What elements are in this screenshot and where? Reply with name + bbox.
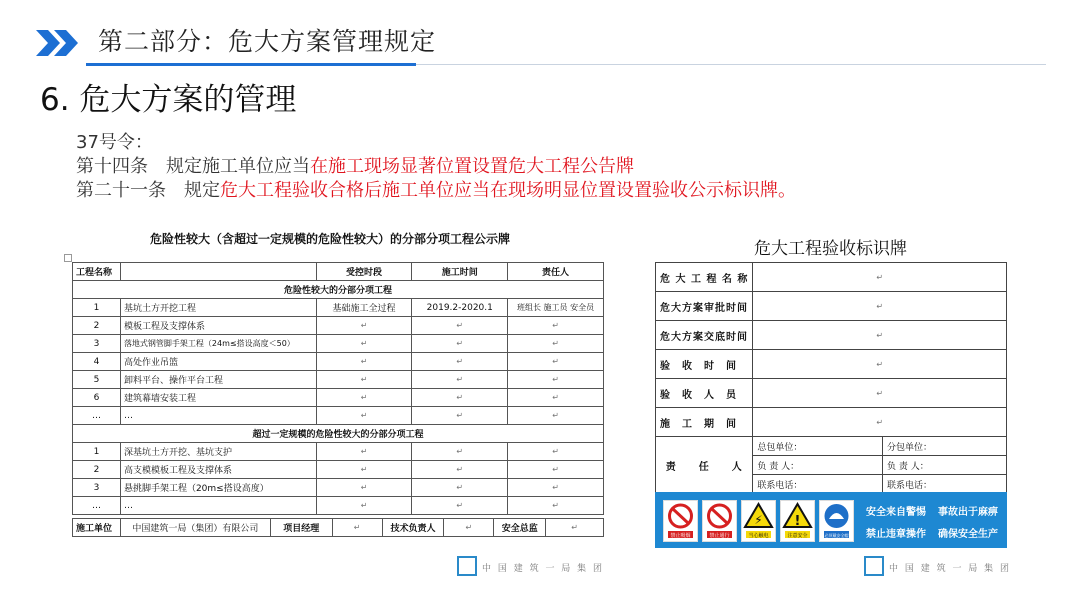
cell-mark: ↵ — [332, 519, 382, 537]
acceptance-sign-table — [655, 262, 1007, 494]
row-name: … — [120, 497, 316, 515]
chevron-right-icon — [36, 30, 84, 56]
section-row — [73, 281, 604, 299]
table-row — [73, 389, 604, 407]
footer-row — [73, 519, 604, 537]
sign-row — [656, 350, 1007, 379]
sign-label: 禁止通行 — [709, 533, 730, 539]
row-label: 验 收 时 间 — [656, 350, 753, 379]
row-label: 施 工 期 间 — [656, 408, 753, 437]
notice-footer-table — [72, 518, 604, 537]
cell-mark: ↵ — [316, 479, 412, 497]
cell-mark: ↵ — [753, 263, 1007, 292]
sign-label: 注意安全 — [787, 533, 808, 539]
row-no: 5 — [73, 371, 121, 389]
tech-label: 技术负责人 — [382, 519, 444, 537]
table-row — [73, 479, 604, 497]
cell-mark: ↵ — [412, 443, 508, 461]
row-no: 1 — [73, 443, 121, 461]
section-row — [73, 425, 604, 443]
cell-mark: ↵ — [412, 335, 508, 353]
pm-label: 项目经理 — [270, 519, 332, 537]
cell-mark: ↵ — [412, 353, 508, 371]
cell-mark: ↵ — [412, 479, 508, 497]
cell-mark: ↵ — [412, 497, 508, 515]
electric-shock-warning-icon — [741, 500, 776, 542]
row-name: 悬挑脚手架工程（20m≤搭设高度） — [120, 479, 316, 497]
row-person: 班组长 施工员 安全员 — [508, 299, 604, 317]
rule-21-prefix: 第二十一条 规定 — [76, 180, 220, 201]
row-no: 2 — [73, 461, 121, 479]
row-no: 6 — [73, 389, 121, 407]
slogan-4: 确保安全生产 — [938, 529, 998, 540]
sign-row — [656, 379, 1007, 408]
cell-mark: ↵ — [412, 317, 508, 335]
sign-label: 禁止吸烟 — [670, 533, 691, 539]
cell-mark: ↵ — [316, 317, 412, 335]
table-row — [73, 371, 604, 389]
divider-accent — [86, 63, 416, 66]
table-row — [73, 335, 604, 353]
table-row — [73, 317, 604, 335]
cell-mark: ↵ — [508, 479, 604, 497]
row-label: 危大方案交底时间 — [656, 321, 753, 350]
row-name: 建筑幕墙安装工程 — [120, 389, 316, 407]
row-name: 高处作业吊篮 — [120, 353, 316, 371]
cell-mark: ↵ — [412, 389, 508, 407]
phone-label: 联系电话： — [883, 475, 1007, 494]
company-name: 中 国 建 筑 一 局 集 团 — [889, 564, 1012, 574]
table-row — [73, 353, 604, 371]
row-name: 卸料平台、操作平台工程 — [120, 371, 316, 389]
table-row — [73, 497, 604, 515]
cell-mark: ↵ — [316, 407, 412, 425]
cell-mark: ↵ — [508, 353, 604, 371]
page-title: 6. 危大方案的管理 — [40, 82, 297, 118]
rule-line-14 — [76, 156, 634, 178]
slogan-2: 事故出于麻痹 — [938, 507, 998, 518]
cell-mark: ↵ — [753, 292, 1007, 321]
cell-mark: ↵ — [753, 321, 1007, 350]
cell-mark: ↵ — [316, 335, 412, 353]
table-row — [73, 443, 604, 461]
slogan-3: 禁止违章操作 — [866, 529, 926, 540]
cell-mark: ↵ — [316, 443, 412, 461]
sign-row — [656, 408, 1007, 437]
row-no: 3 — [73, 335, 121, 353]
unit-label: 施工单位 — [73, 519, 121, 537]
sign-row — [656, 263, 1007, 292]
cell-mark: ↵ — [316, 371, 412, 389]
rule-14-prefix: 第十四条 规定施工单位应当 — [76, 156, 310, 177]
order-label: 37号令： — [76, 132, 153, 153]
row-name: … — [120, 407, 316, 425]
row-stage: 基础施工全过程 — [316, 299, 412, 317]
acceptance-sign-title: 危大工程验收标识牌 — [754, 239, 907, 259]
person-in-charge-label: 负 责 人： — [753, 456, 883, 475]
sign-row — [656, 437, 1007, 456]
no-smoking-sign-icon — [663, 500, 698, 542]
cell-mark: ↵ — [753, 350, 1007, 379]
no-entry-sign-icon — [702, 500, 737, 542]
caution-warning-icon — [780, 500, 815, 542]
section2-title: 超过一定规模的危险性较大的分部分项工程 — [73, 425, 604, 443]
cell-mark: ↵ — [546, 519, 604, 537]
cell-mark: ↵ — [412, 407, 508, 425]
row-name: 基坑土方开挖工程 — [120, 299, 316, 317]
sign-row — [656, 292, 1007, 321]
project-name-value — [120, 263, 316, 281]
cell-mark: ↵ — [316, 497, 412, 515]
company-logo-icon — [864, 556, 884, 576]
sign-label: 必须戴安全帽 — [824, 533, 849, 538]
subcontractor-label: 分包单位： — [883, 437, 1007, 456]
row-name: 模板工程及支撑体系 — [120, 317, 316, 335]
row-no: … — [73, 497, 121, 515]
sign-label: 当心触电 — [748, 533, 769, 539]
rule-21-highlight: 危大工程验收合格后施工单位应当在现场明显位置设置验收公示标识牌。 — [220, 180, 796, 201]
table-row — [73, 461, 604, 479]
sign-row — [656, 321, 1007, 350]
cell-mark: ↵ — [508, 335, 604, 353]
cell-mark: ↵ — [508, 443, 604, 461]
table-row — [73, 299, 604, 317]
row-label: 危大方案审批时间 — [656, 292, 753, 321]
company-logo-icon — [457, 556, 477, 576]
row-no: 3 — [73, 479, 121, 497]
row-name: 高支模模板工程及支撑体系 — [120, 461, 316, 479]
cell-mark: ↵ — [508, 407, 604, 425]
responsible-label: 责 任 人 — [656, 437, 753, 494]
phone-label: 联系电话： — [753, 475, 883, 494]
hard-hat-required-icon — [819, 500, 854, 542]
svg-text:!: ! — [794, 514, 801, 529]
project-name-label: 工程名称 — [73, 263, 121, 281]
row-no: … — [73, 407, 121, 425]
cell-mark: ↵ — [412, 461, 508, 479]
row-label: 验 收 人 员 — [656, 379, 753, 408]
cell-mark: ↵ — [316, 353, 412, 371]
person-in-charge-label: 负 责 人： — [883, 456, 1007, 475]
row-name: 落地式钢管脚手架工程（24m≤搭设高度＜50） — [120, 335, 316, 353]
responsible-header: 责任人 — [508, 263, 604, 281]
section-title: 第二部分：危大方案管理规定 — [98, 27, 437, 56]
cell-mark: ↵ — [508, 497, 604, 515]
cell-mark: ↵ — [508, 461, 604, 479]
contractor-label: 总包单位： — [753, 437, 883, 456]
cell-mark: ↵ — [316, 389, 412, 407]
row-name: 深基坑土方开挖、基坑支护 — [120, 443, 316, 461]
table-header-row — [73, 263, 604, 281]
cell-mark: ↵ — [316, 461, 412, 479]
cell-mark: ↵ — [508, 389, 604, 407]
table-row — [73, 407, 604, 425]
row-no: 2 — [73, 317, 121, 335]
company-name: 中 国 建 筑 一 局 集 团 — [482, 564, 605, 574]
cell-mark: ↵ — [412, 371, 508, 389]
safety-label: 安全总监 — [494, 519, 546, 537]
cell-mark: ↵ — [444, 519, 494, 537]
slogan-1: 安全来自警惕 — [866, 507, 926, 518]
cell-mark: ↵ — [753, 379, 1007, 408]
control-stage-header: 受控时段 — [316, 263, 412, 281]
rule-14-highlight: 在施工现场显著位置设置危大工程公告牌 — [310, 156, 634, 177]
rule-line-21 — [76, 180, 796, 202]
cell-mark: ↵ — [508, 317, 604, 335]
row-label: 危 大 工 程 名 称 — [656, 263, 753, 292]
notice-board-table — [72, 262, 604, 515]
unit-value: 中国建筑一局（集团）有限公司 — [120, 519, 270, 537]
section1-title: 危险性较大的分部分项工程 — [73, 281, 604, 299]
cell-mark: ↵ — [508, 371, 604, 389]
row-no: 4 — [73, 353, 121, 371]
cell-mark: ↵ — [753, 408, 1007, 437]
construction-time-header: 施工时间 — [412, 263, 508, 281]
row-no: 1 — [73, 299, 121, 317]
svg-text:⚡: ⚡ — [754, 513, 763, 527]
row-time: 2019.2-2020.1 — [412, 299, 508, 317]
notice-board-title: 危险性较大（含超过一定规模的危险性较大）的分部分项工程公示牌 — [150, 232, 511, 246]
table-handle-icon — [64, 254, 72, 262]
